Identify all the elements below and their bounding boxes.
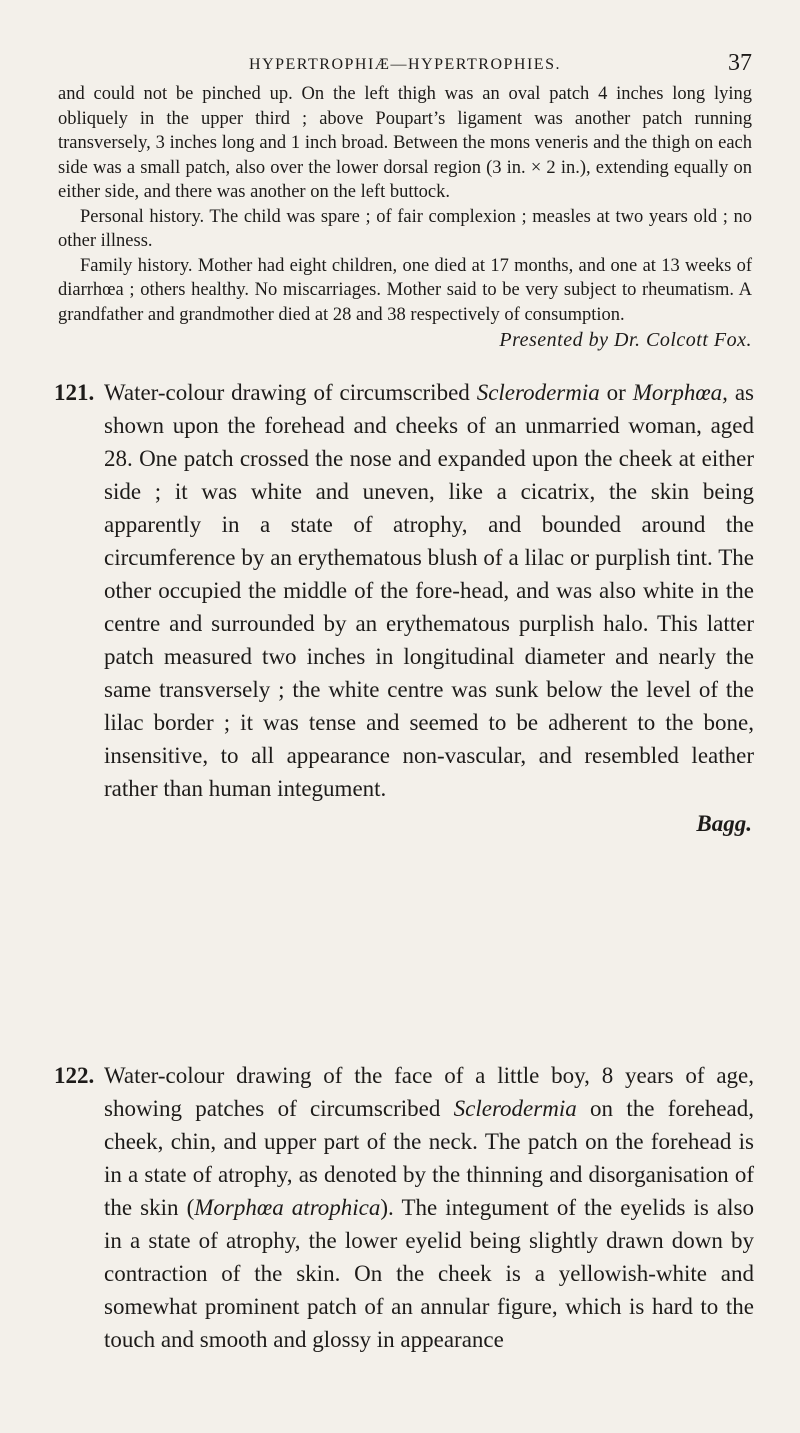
entry-connector: on the forehead, cheek, chin, and upper part of the neck. The patch on the forehead is in a state of atrophy, as denoted by the thinning and disorganisation of the skin ( xyxy=(104,1096,754,1220)
catalogue-entry-122 xyxy=(54,1059,754,1356)
entry-number: 121. xyxy=(54,380,95,405)
family-history-paragraph: Family history. Mother had eight children, one died at 17 months, and one at 13 weeks of diarrhœa ; others healthy. No miscarriages. Mother said to be very subject to rheumatism. A grandfather and grandmother died at 28 and 38 respectively of consumption. xyxy=(58,255,752,325)
personal-history-paragraph: Personal history. The child was spare ; of fair complexion ; measles at two years old ; no other illness. xyxy=(58,206,752,251)
presenter-signature: Presented by Dr. Colcott Fox. xyxy=(499,329,752,351)
entry-number: 122. xyxy=(54,1063,95,1088)
running-title: HYPERTROPHIÆ—HYPERTROPHIES. xyxy=(249,56,561,73)
catalogue-entry-121 xyxy=(54,376,754,840)
running-head xyxy=(58,50,752,82)
entry-body xyxy=(104,1059,754,1356)
entry-connector: or xyxy=(599,380,633,405)
disease-term-alt: Morphœa atrophica xyxy=(194,1195,381,1220)
disease-term: Sclerodermia xyxy=(453,1096,577,1121)
entry-lead: Water-colour drawing of the face of a little boy, 8 years of age, showing patches of circumscribed xyxy=(104,1063,754,1121)
entry-body xyxy=(104,376,754,840)
page-number: 37 xyxy=(728,50,752,76)
disease-term-alt: Morphœa, xyxy=(632,380,728,405)
entry-description: ). The integument of the eyelids is also in a state of atrophy, the lower eyelid being slightly drawn down by contraction of the skin. On the cheek is a yellowish-white and somewhat prominent patch of an annular figure, which is hard to the touch and smooth and glossy in appearance xyxy=(104,1195,754,1352)
entry-lead: Water-colour drawing of circumscribed xyxy=(104,380,477,405)
entry-text xyxy=(104,1059,754,1356)
continuation-paragraph-1: and could not be pinched up. On the left thigh was an oval patch 4 inches long lying obliquely in the upper third ; above Poupart’s ligament was another patch running transversely, 3 inches long and 1 inch broad. Between the mons veneris and the thigh on each side was a small patch, also over the lower dorsal region (3 in. × 2 in.), extending equally on either side, and there was another on the left buttock. xyxy=(58,84,752,202)
continuation-text xyxy=(58,82,752,353)
entry-description: as shown upon the forehead and cheeks of an unmarried woman, aged 28. One patch crossed the nose and expanded upon the cheek at either side ; it was white and uneven, like a cicatrix, the skin being apparently in a state of atrophy, and bounded around the circumference by an erythematous blush of a lilac or purplish tint. The other occupied the middle of the fore-head, and was also white in the centre and surrounded by an erythematous purplish halo. This latter patch measured two inches in longitudinal diameter and nearly the same transversely ; the white centre was sunk below the level of the lilac border ; it was tense and seemed to be adherent to the bone, insensitive, to all appearance non-vascular, and resembled leather rather than human integument. xyxy=(104,380,754,801)
entry-text xyxy=(104,376,754,805)
disease-term: Sclerodermia xyxy=(476,380,600,405)
entry-signature: Bagg. xyxy=(696,811,752,836)
